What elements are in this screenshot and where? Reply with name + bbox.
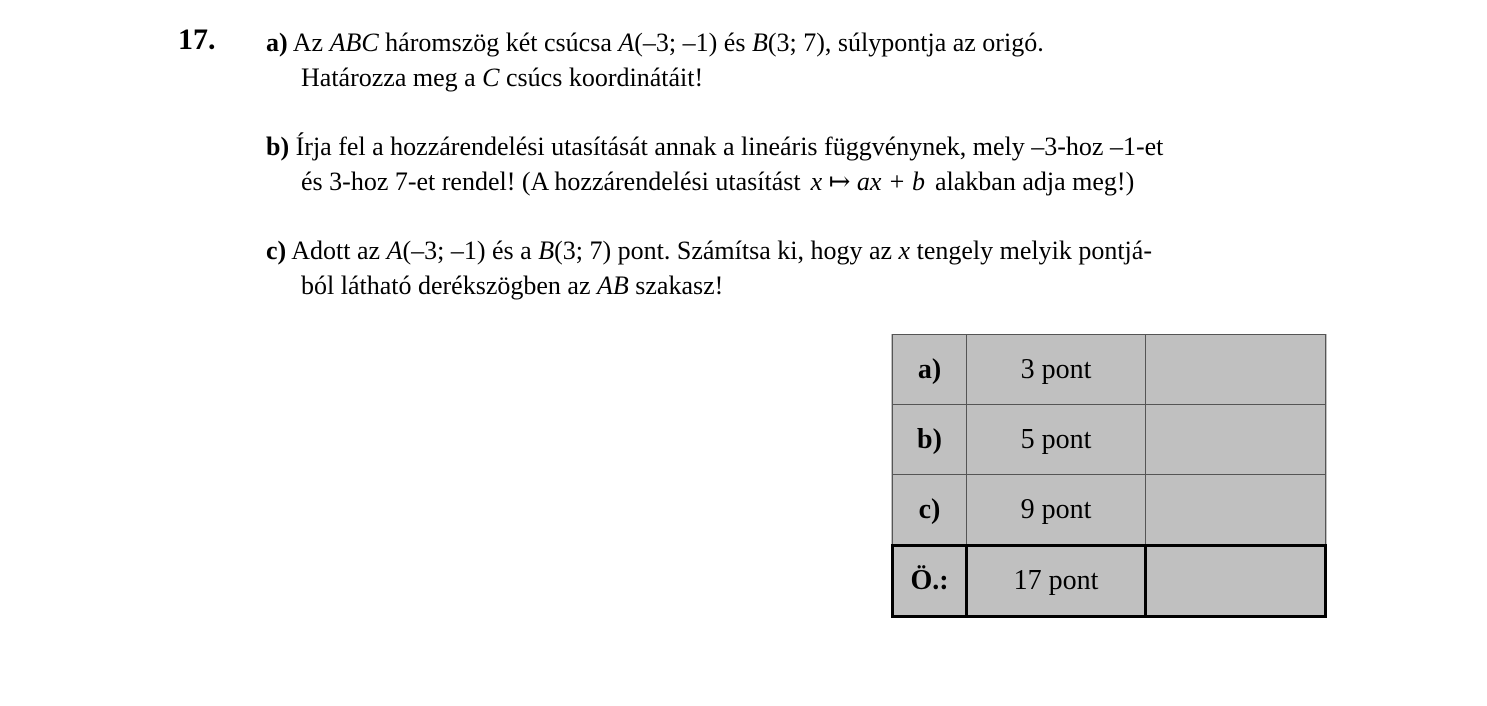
score-table xyxy=(891,334,1327,618)
part-b-label: b) xyxy=(266,132,290,161)
part-a-text-1: Az xyxy=(287,28,330,57)
part-a-line-1 xyxy=(266,25,1346,60)
part-b-text-3: alakban adja meg!) xyxy=(935,167,1135,196)
score-part-label: b) xyxy=(893,405,967,475)
part-a-label: a) xyxy=(266,28,288,57)
part-c-line-1 xyxy=(266,233,1346,268)
part-a xyxy=(266,25,1346,95)
part-b xyxy=(266,129,1346,199)
part-c-line-2 xyxy=(266,268,1346,303)
part-b-line-2 xyxy=(266,164,1346,199)
part-b-line-1 xyxy=(266,129,1346,164)
score-earned-cell[interactable] xyxy=(1146,405,1326,475)
part-a-text-2: háromszög két csúcsa xyxy=(378,28,619,57)
part-c-text-4: tengely melyik pontjá- xyxy=(910,236,1152,265)
part-c-axis-x: x xyxy=(898,236,911,265)
part-a-text-4: (3; 7), súlypontja az origó. xyxy=(767,28,1044,57)
score-part-label: a) xyxy=(893,335,967,405)
part-a-text-6: csúcs koordinátáit! xyxy=(499,63,704,92)
score-max-points: 5 pont xyxy=(967,405,1146,475)
part-a-point-c: C xyxy=(482,63,500,92)
part-a-triangle-name: ABC xyxy=(329,28,379,57)
score-row-total xyxy=(893,546,1326,617)
score-earned-cell[interactable] xyxy=(1146,335,1326,405)
score-earned-cell[interactable] xyxy=(1146,475,1326,546)
score-max-points: 9 pont xyxy=(967,475,1146,546)
score-row-b xyxy=(893,405,1326,475)
part-b-text-2: és 3-hoz 7-et rendel! (A hozzárendelési utasítást xyxy=(301,167,801,196)
part-c-point-b: B xyxy=(538,236,555,265)
part-b-formula: x ↦ ax + b xyxy=(810,167,925,196)
score-total-points: 17 pont xyxy=(967,546,1146,617)
part-c-text-2: (–3; –1) és a xyxy=(402,236,539,265)
part-c-point-a: A xyxy=(386,236,403,265)
part-c-text-1: Adott az xyxy=(286,236,387,265)
score-row-a xyxy=(893,335,1326,405)
score-total-earned-cell[interactable] xyxy=(1146,546,1326,617)
part-a-text-3: (–3; –1) és xyxy=(634,28,752,57)
part-a-text-5: Határozza meg a xyxy=(301,63,483,92)
score-part-label: c) xyxy=(893,475,967,546)
part-a-line-2 xyxy=(266,60,1346,95)
part-c-text-3: (3; 7) pont. Számítsa ki, hogy az xyxy=(554,236,899,265)
part-c-label: c) xyxy=(266,236,287,265)
part-c-text-5: ból látható derékszögben az xyxy=(301,271,597,300)
part-c-text-6: szakasz! xyxy=(628,271,724,300)
task-number: 17. xyxy=(178,23,216,56)
part-c xyxy=(266,233,1346,303)
part-a-point-b: B xyxy=(751,28,768,57)
score-max-points: 3 pont xyxy=(967,335,1146,405)
score-total-label: Ö.: xyxy=(893,546,967,617)
score-row-c xyxy=(893,475,1326,546)
part-b-text-1: Írja fel a hozzárendelési utasítását annak a lineáris függvénynek, mely –3-hoz –1-et xyxy=(289,132,1164,161)
part-c-segment-ab: AB xyxy=(597,271,629,300)
part-a-point-a: A xyxy=(618,28,635,57)
